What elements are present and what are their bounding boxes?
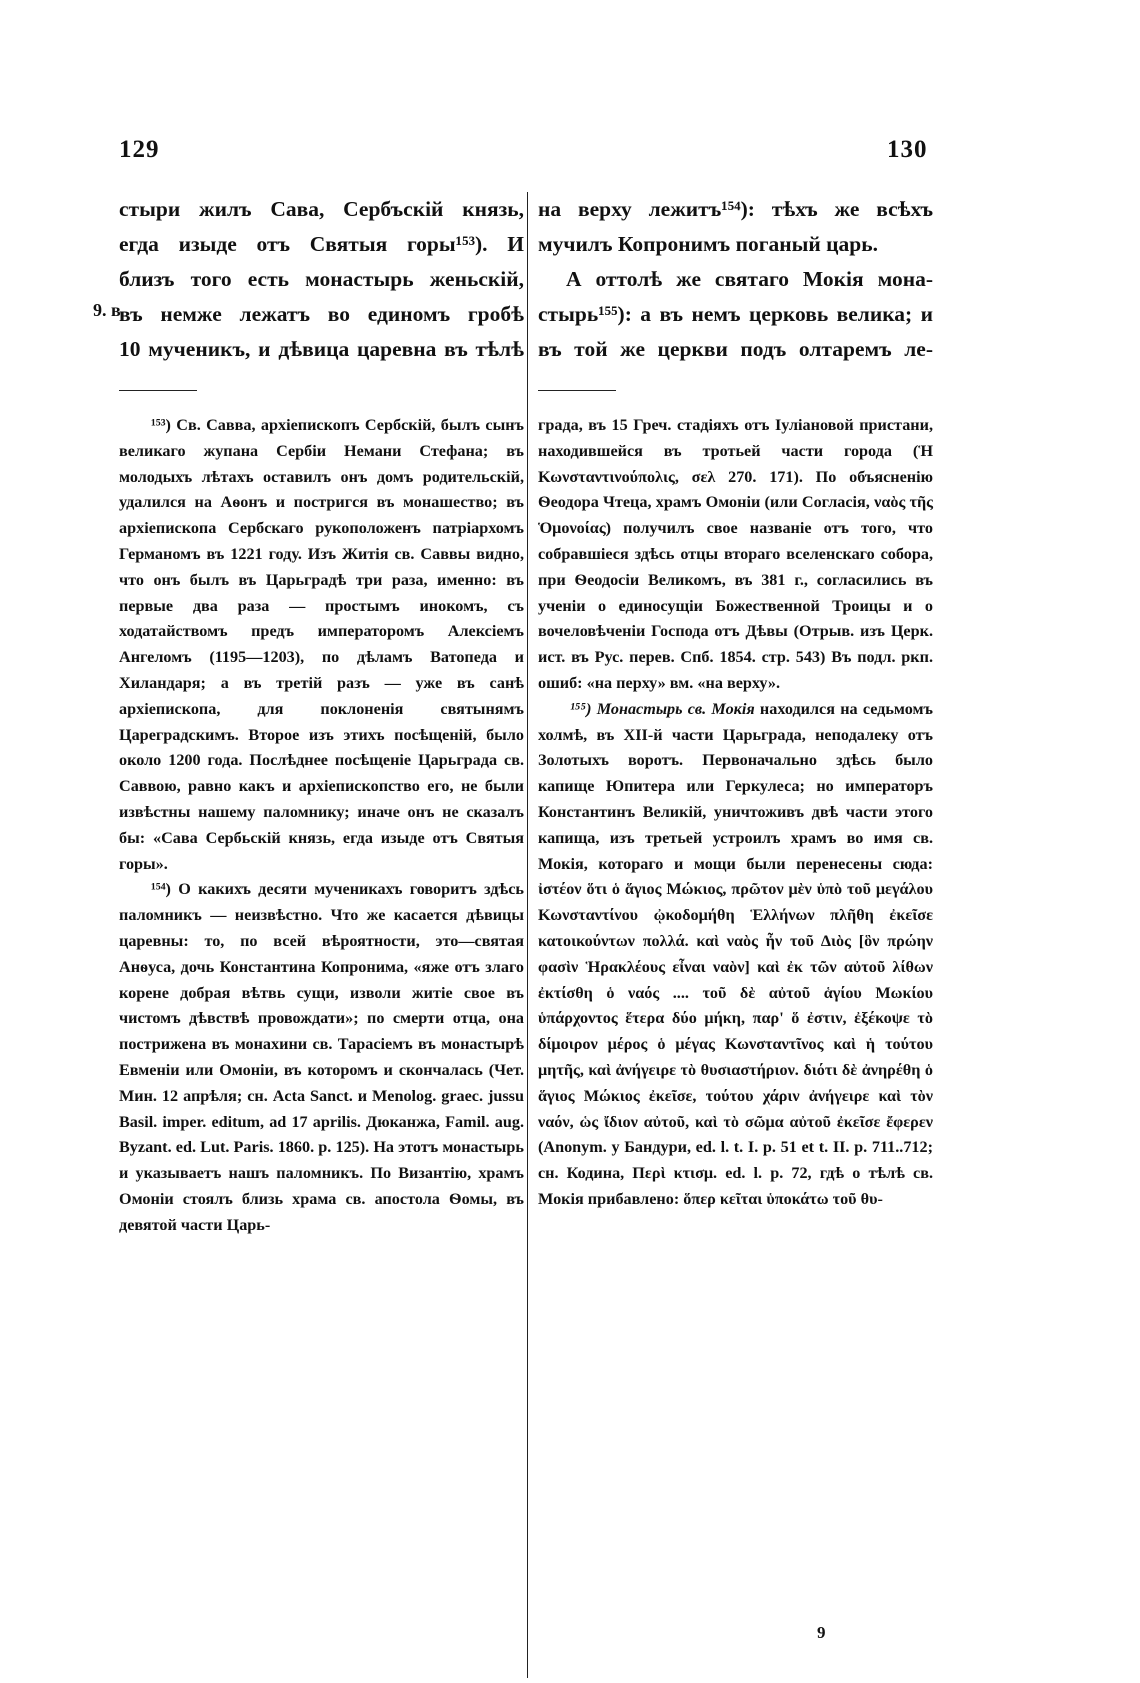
- left-main-line: егда изыде отъ Святыя горы¹⁵³). И: [119, 232, 524, 256]
- column-divider: [527, 192, 528, 1678]
- right-main-line: на верху лежитъ¹⁵⁴): тѣхъ же всѣхъ: [538, 197, 933, 221]
- footnote-154: [119, 877, 524, 1238]
- right-main-text: [538, 192, 933, 367]
- footnote-155-head: ¹⁵⁵) Монастырь св. Мокія: [570, 699, 755, 718]
- right-main-line: въ той же церкви подъ олтаремъ ле-: [538, 337, 933, 361]
- margin-mark: 9. в: [93, 300, 121, 320]
- right-column: [538, 192, 933, 1213]
- left-footnotes: [119, 413, 524, 1239]
- page-number-left: 129: [119, 136, 160, 163]
- left-main-line: въ немже лежатъ во единомъ гробѣ: [119, 302, 524, 326]
- footnote-153: [119, 413, 524, 877]
- footnote-154-continued: [538, 413, 933, 697]
- footnote-155-text: находился на седьмомъ холмѣ, въ XII-й части Царьграда, неподалеку отъ Золотыхъ воротъ. Первоначально здѣсь было капище Юпитера или Геркулеса; но императоръ Константинъ Великій, уничтоживъ двѣ части этого капища, изъ третьей устроилъ храмъ во имя св. Мокія, котораго и мощи были перенесены сюда: ἰστέον ὅτι ὁ ἅγιος Μώκιος, πρῶτον μὲν ὑπὸ τοῦ μεγάλου Κωνσταντίνου ᾠκοδομήθη Ἑλλήνων πλῆθη ἐκεῖσε κατοικούντων πολλά. καὶ ναὸς ἦν τοῦ Διὸς [ὃν πρώην φασὶν Ἡρακλέους εἶναι ναὸν] καὶ ἐκ τῶν αὐτοῦ λίθων ἐκτίσθη ὁ ναός .... τοῦ δὲ αὐτοῦ ἁγίου Μωκίου ὑπάρχοντος ἕτερα δύο μήκη, παρ' ὅ ἐστιν, ἐξέκοψε τὸ δίμοιρον μέρος ὁ μέγας Κωνσταντῖνος καὶ ἡ τούτου μητῆς, καὶ ἀνήγειρε τὸ θυσιαστήριον. διότι δὲ ἀνηρέθη ὁ ἅγιος Μώκιος ἐκεῖσε, τούτου χάριν ἀνήγειρε καὶ τὸν ναόν, ὡς ἴδιον αὐτοῦ, καὶ τὸ σῶμα αὐτοῦ ἐκεῖσε ἔφερεν (Anonym. у Бандури, ed. l. t. I. p. 51 et t. II. p. 711..712; сн. Кодина, Περὶ κτισμ. ed. l. p. 72, гдѣ о тѣлѣ св. Мокія прибавлено: ὅπερ κεῖται ὑποκάτω τοῦ θυ-: [538, 699, 933, 1208]
- footnote-154-cont-text: града, въ 15 Греч. стадіяхъ отъ Іуліановой пристани, находившейся въ тротьей части города (Ἡ Κωνσταντινούπολις, σελ 270. 171). По объясненію Ѳеодора Чтеца, храмъ Омоніи (или Согласія, ναὸς τῆς Ὁμονοίας) получилъ свое названіе отъ того, что собравшіеся здѣсь отцы втораго вселенскаго собора, при Ѳеодосіи Великомъ, въ 381 г., согласились въ ученіи о единосущіи Божественной Троицы и о вочеловѣченіи Господа отъ Дѣвы (Отрыв. изъ Церк. ист. въ Рус. перев. Спб. 1854. стр. 543) Въ подл. ркп. ошиб: «на перху» вм. «на верху».: [538, 416, 933, 692]
- right-footnotes: [538, 413, 933, 1213]
- right-main-line: А оттолѣ же святаго Мокія мона-: [566, 267, 933, 291]
- right-main-line: стырь¹⁵⁵): а въ немъ церковь велика; и: [538, 302, 933, 326]
- footnote-155: [538, 697, 933, 1213]
- page-number-right: 130: [887, 136, 928, 163]
- left-main-text: [119, 192, 524, 367]
- footnote-155-paragraph: [538, 697, 933, 1213]
- left-main-line: близъ того есть монастырь женьскій,: [119, 267, 524, 291]
- left-main-line: стыри жилъ Сава, Сербъскій князь,: [119, 197, 524, 221]
- signature-mark: 9: [817, 1623, 826, 1642]
- left-main-line: 10 мученикъ, и дѣвица царевна въ тѣлѣ: [119, 337, 524, 361]
- right-main-line: мучилъ Копронимъ поганый царь.: [538, 232, 879, 256]
- footnote-154-text: ¹⁵⁴) О какихъ десяти мученикахъ говоритъ здѣсь паломникъ — неизвѣстно. Что же касается дѣвицы царевны: то, по всей вѣроятности, это—святая Анѳуса, дочь Константина Копронима, «яже отъ злаго корене добрая вѣтвь сущи, изволи житіе свое въ чистомъ дѣвствѣ провождати»; по смерти отца, она пострижена въ монахини св. Тарасіемъ въ монастырѣ Евменіи или Омоніи, въ которомъ и скончалась (Чет. Мин. 12 апрѣля; сн. Acta Sanct. и Menolog. graec. jussu Basil. imper. editum, ad 17 aprilis. Дюканжа, Famil. aug. Byzant. ed. Lut. Paris. 1860. p. 125). На этотъ монастырь и указываетъ нашъ паломникъ. По Византію, храмъ Омоніи стоялъ близь храма св. апостола Ѳомы, въ девятой части Царь-: [119, 880, 524, 1234]
- left-column: [119, 192, 524, 1239]
- footnote-153-text: ¹⁵³) Св. Савва, архіепископъ Сербскій, былъ сынъ великаго жупана Сербіи Немани Стефана; въ молодыхъ лѣтахъ оставилъ онъ домъ родительскій, удалился на Аѳонъ и постригся въ монашество; въ архіепископа Сербскаго рукоположенъ патріархомъ Германомъ въ 1221 году. Изъ Житія св. Саввы видно, что онъ былъ въ Царьградѣ три раза, именно: въ первые два раза — простымъ инокомъ, съ ходатайствомъ предъ императоромъ Алексіемъ Ангеломъ (1195—1203), по дѣламъ Ватопеда и Хиландаря; а въ третій разъ — уже въ санѣ архіепископа, для поклоненія святынямъ Цареградскимъ. Второе изъ этихъ посѣщеній, было около 1200 года. Послѣднее посѣщеніе Царьграда св. Саввою, равно какъ и архіепископство его, не были извѣстны нашему паломнику; иначе онъ не сказалъ бы: «Сава Сербьскій князь, егда изыде отъ Святыя горы».: [119, 416, 524, 873]
